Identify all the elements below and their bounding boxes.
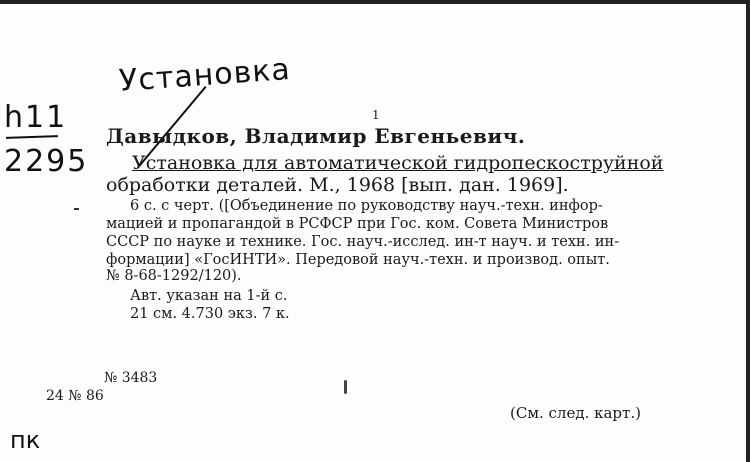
ink-speck — [344, 380, 347, 394]
handwritten-number-1: h11 — [4, 100, 68, 135]
body-line-5: № 8-68-1292/120). — [106, 268, 242, 284]
body-line-4: формации] «ГосИНТИ». Передовой науч.-техн. и производ. опыт. — [106, 252, 610, 268]
handwritten-title: Установка — [118, 52, 292, 99]
author-note: Авт. указан на 1-й с. — [130, 288, 288, 304]
page-number: 1 — [372, 108, 380, 122]
body-line-3: СССР по науке и технике. Гос. науч.-исслед. ин-т науч. и техн. ин- — [106, 234, 620, 250]
body-line-2: мацией и пропагандой в РСФСР при Гос. ком. Совета Министров — [106, 216, 609, 232]
margin-dash — [74, 208, 79, 210]
continued-note: (См. след. карт.) — [510, 404, 641, 422]
handwritten-number-2: 2295 — [4, 144, 89, 179]
handwritten-mark: пк — [10, 426, 41, 454]
catalog-number: 24 № 86 — [46, 388, 104, 404]
handwritten-underline — [6, 135, 58, 139]
physical-description: 21 см. 4.730 экз. 7 к. — [130, 306, 290, 322]
title-line-2: обработки деталей. М., 1968 [вып. дан. 1969]. — [106, 174, 569, 196]
body-line-1: 6 с. с черт. ([Объединение по руководству науч.-техн. инфор- — [130, 198, 603, 214]
card-edge-right — [746, 0, 750, 462]
author-heading: Давыдков, Владимир Евгеньевич. — [106, 124, 526, 148]
card-edge-top — [0, 0, 750, 4]
inventory-number: № 3483 — [104, 370, 158, 386]
title-line-1: Установка для автоматической гидропескоструйной — [132, 152, 664, 174]
